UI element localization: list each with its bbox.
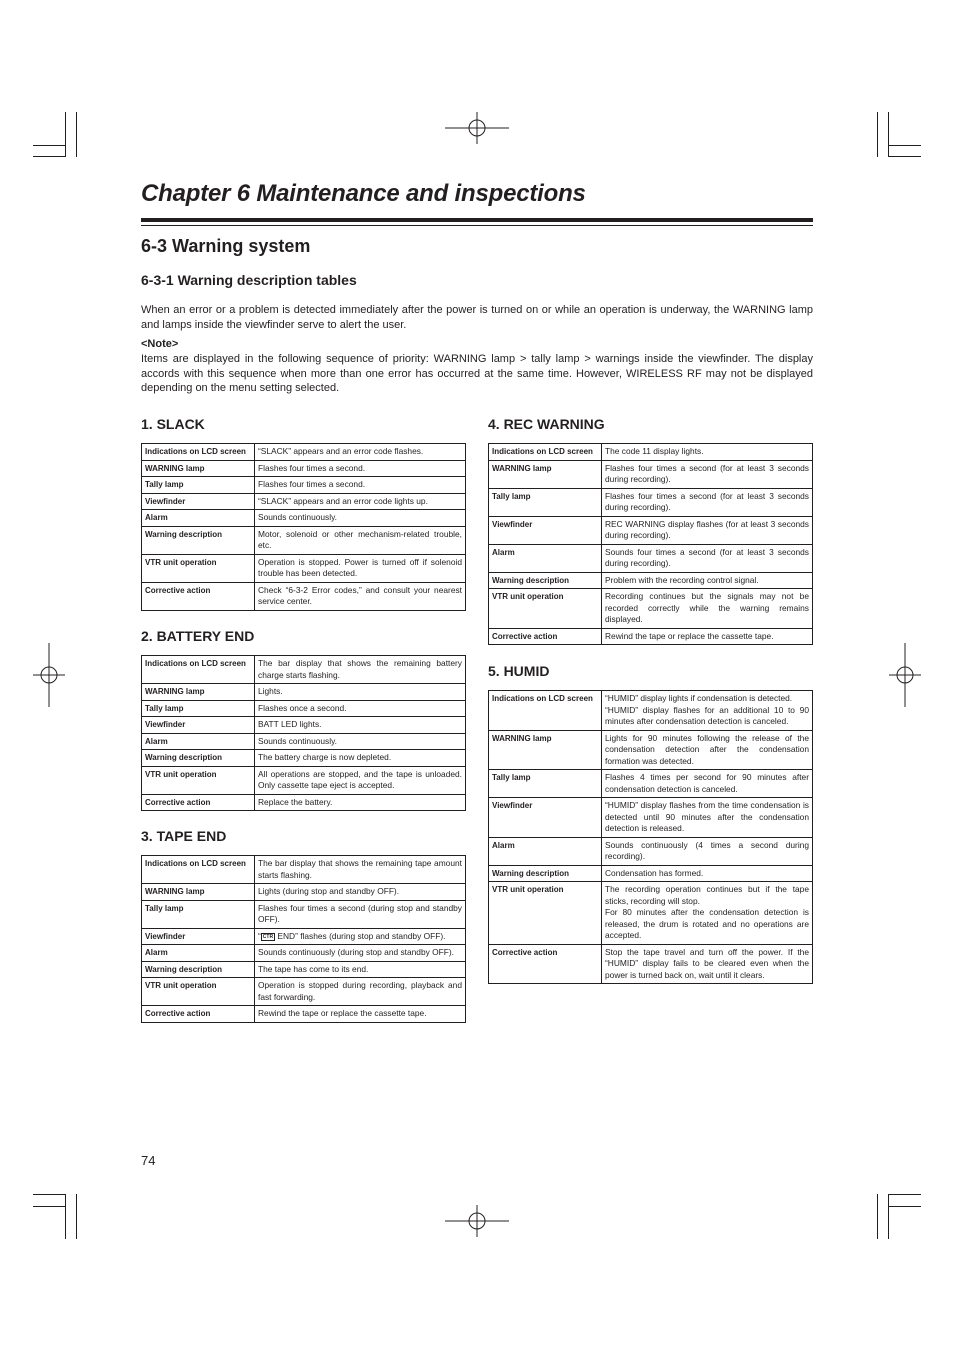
row-value: Flashes four times a second (for at least 3 seconds during recording).	[602, 488, 813, 516]
registration-mark-bottom-icon	[445, 1205, 509, 1237]
table-row	[489, 444, 813, 461]
row-value: Lights for 90 minutes following the release of the condensation detection after the condensation formation was detected.	[602, 730, 813, 770]
table-row	[142, 477, 466, 494]
warning-block-rec-warning	[488, 416, 813, 645]
table-row	[489, 730, 813, 770]
row-value: Motor, solenoid or other mechanism-related trouble, etc.	[255, 526, 466, 554]
row-label: Tally lamp	[489, 488, 602, 516]
row-value: Flashes four times a second (during stop and standby OFF).	[255, 900, 466, 928]
table-row	[142, 961, 466, 978]
row-label: VTR unit operation	[142, 554, 255, 582]
row-label: VTR unit operation	[489, 882, 602, 945]
row-value: Operation is stopped. Power is turned off if solenoid trouble has been detected.	[255, 554, 466, 582]
value-text: END” flashes (during stop and standby OFF).	[275, 930, 446, 941]
warning-block-title: 5. HUMID	[488, 663, 550, 679]
row-value: Replace the battery.	[255, 794, 466, 811]
warning-table	[141, 443, 466, 611]
row-label: Viewfinder	[142, 928, 255, 945]
row-value: Flashes once a second.	[255, 700, 466, 717]
page-number: 74	[141, 1153, 156, 1168]
row-label: WARNING lamp	[142, 460, 255, 477]
table-row	[489, 572, 813, 589]
row-label: WARNING lamp	[489, 730, 602, 770]
crop-mark-bottom-left-h2	[33, 1206, 65, 1207]
chapter-rule-thick	[141, 218, 813, 222]
table-row	[489, 628, 813, 645]
row-value: Check “6-3-2 Error codes,” and consult your nearest service center.	[255, 582, 466, 610]
table-row	[142, 900, 466, 928]
table-row	[142, 928, 466, 945]
row-label: WARNING lamp	[489, 460, 602, 488]
row-value: Lights.	[255, 684, 466, 701]
crop-mark-top-right-v1	[877, 112, 878, 157]
warning-table	[141, 855, 466, 1023]
row-label: Indications on LCD screen	[489, 444, 602, 461]
chapter-rule-thin	[141, 225, 813, 226]
table-row	[142, 700, 466, 717]
row-label: Viewfinder	[142, 717, 255, 734]
table-row	[142, 444, 466, 461]
section-title: 6-3 Warning system	[141, 236, 311, 256]
table-row	[489, 882, 813, 945]
row-label: VTR unit operation	[489, 589, 602, 629]
row-value: The battery charge is now depleted.	[255, 750, 466, 767]
row-label: Warning description	[142, 961, 255, 978]
row-value: Flashes four times a second.	[255, 460, 466, 477]
table-row	[489, 837, 813, 865]
warning-block-title: 1. SLACK	[141, 416, 205, 432]
crop-mark-bottom-left-h	[33, 1194, 65, 1195]
row-label: VTR unit operation	[142, 978, 255, 1006]
row-value: Sounds continuously (during stop and standby OFF).	[255, 945, 466, 962]
row-value: “SLACK” appears and an error code flashes.	[255, 444, 466, 461]
row-value: Rewind the tape or replace the cassette tape.	[255, 1006, 466, 1023]
row-value: Condensation has formed.	[602, 865, 813, 882]
row-label: Viewfinder	[142, 493, 255, 510]
warning-block-slack	[141, 416, 466, 611]
row-value: “HUMID” display flashes from the time condensation is detected until 90 minutes after the condensation detection is released.	[602, 798, 813, 838]
table-row	[489, 589, 813, 629]
row-value	[255, 928, 466, 945]
warning-table	[141, 655, 466, 811]
table-row	[142, 884, 466, 901]
row-value: All operations are stopped, and the tape is unloaded. Only cassette tape eject is accepted.	[255, 766, 466, 794]
row-label: Alarm	[142, 733, 255, 750]
table-row	[489, 944, 813, 984]
table-row	[489, 544, 813, 572]
crop-mark-top-left-h2	[33, 156, 65, 157]
row-value: Flashes four times a second (for at least 3 seconds during recording).	[602, 460, 813, 488]
table-row	[489, 798, 813, 838]
row-label: Indications on LCD screen	[142, 656, 255, 684]
row-value: Sounds continuously (4 times a second during recording).	[602, 837, 813, 865]
table-row	[489, 865, 813, 882]
row-label: Tally lamp	[142, 700, 255, 717]
table-row	[142, 766, 466, 794]
warning-block-humid	[488, 663, 813, 984]
row-label: Corrective action	[489, 628, 602, 645]
row-value: Recording continues but the signals may not be recorded correctly while the warning remains displayed.	[602, 589, 813, 629]
table-row	[489, 770, 813, 798]
table-row	[142, 750, 466, 767]
crop-mark-top-right-h2	[889, 156, 921, 157]
intro-paragraph: When an error or a problem is detected immediately after the power is turned on or while an operation is underway, the WARNING lamp and lamps inside the viewfinder serve to alert the user.	[141, 304, 813, 331]
row-value: Stop the tape travel and turn off the power. If the “HUMID” display fails to be cleared even when the power is turned back on, wait until it clears.	[602, 944, 813, 984]
row-value: Rewind the tape or replace the cassette tape.	[602, 628, 813, 645]
table-row	[489, 460, 813, 488]
table-row	[142, 684, 466, 701]
row-label: Viewfinder	[489, 516, 602, 544]
crop-mark-top-right-h	[889, 145, 921, 146]
warning-block-battery-end	[141, 628, 466, 811]
row-value: Sounds four times a second (for at least 3 seconds during recording).	[602, 544, 813, 572]
crop-mark-bottom-right-h	[889, 1194, 921, 1195]
table-row	[142, 582, 466, 610]
note-label: <Note>	[141, 338, 179, 350]
table-row	[142, 1006, 466, 1023]
warning-block-tape-end	[141, 828, 466, 1023]
table-row	[489, 691, 813, 731]
row-label: Alarm	[142, 510, 255, 527]
table-row	[142, 526, 466, 554]
row-label: WARNING lamp	[142, 684, 255, 701]
table-row	[142, 717, 466, 734]
warning-block-title: 2. BATTERY END	[141, 628, 255, 644]
row-value: The tape has come to its end.	[255, 961, 466, 978]
row-value: The recording operation continues but if the tape sticks, recording will stop. For 80 minutes after the condensation detection is released, the drum is rotated and no operations are accepted.	[602, 882, 813, 945]
warning-block-title: 3. TAPE END	[141, 828, 227, 844]
row-label: Tally lamp	[142, 900, 255, 928]
row-value: The code 11 display lights.	[602, 444, 813, 461]
crop-mark-top-right-v2	[888, 112, 889, 157]
row-label: Alarm	[489, 544, 602, 572]
table-row	[142, 978, 466, 1006]
registration-mark-top-icon	[445, 112, 509, 144]
counter-icon: CTR	[262, 933, 274, 940]
table-row	[142, 656, 466, 684]
warning-table	[488, 443, 813, 645]
row-value: Lights (during stop and standby OFF).	[255, 884, 466, 901]
crop-mark-bottom-right-h2	[889, 1206, 921, 1207]
table-row	[142, 460, 466, 477]
warning-block-title: 4. REC WARNING	[488, 416, 605, 432]
crop-mark-top-left-v1	[65, 112, 66, 157]
crop-mark-top-left-v2	[76, 112, 77, 157]
crop-mark-bottom-right-v2	[888, 1194, 889, 1239]
registration-mark-right-icon	[889, 643, 921, 707]
value-prefix: “	[258, 930, 261, 941]
row-label: Warning description	[142, 750, 255, 767]
table-row	[489, 488, 813, 516]
row-value: BATT LED lights.	[255, 717, 466, 734]
row-label: Tally lamp	[489, 770, 602, 798]
warning-table	[488, 690, 813, 984]
row-label: Warning description	[489, 865, 602, 882]
row-label: Alarm	[142, 945, 255, 962]
row-label: Tally lamp	[142, 477, 255, 494]
row-label: Warning description	[489, 572, 602, 589]
row-label: Indications on LCD screen	[142, 856, 255, 884]
row-label: Corrective action	[142, 1006, 255, 1023]
table-row	[142, 733, 466, 750]
table-row	[142, 510, 466, 527]
row-label: WARNING lamp	[142, 884, 255, 901]
table-row	[142, 945, 466, 962]
row-value: The bar display that shows the remaining battery charge starts flashing.	[255, 656, 466, 684]
chapter-title: Chapter 6 Maintenance and inspections	[141, 180, 586, 207]
row-value: Flashes four times a second.	[255, 477, 466, 494]
row-value: Sounds continuously.	[255, 510, 466, 527]
row-label: Corrective action	[489, 944, 602, 984]
registration-mark-left-icon	[33, 643, 65, 707]
crop-mark-bottom-right-v1	[877, 1194, 878, 1239]
row-label: Indications on LCD screen	[142, 444, 255, 461]
table-row	[142, 856, 466, 884]
row-value: Sounds continuously.	[255, 733, 466, 750]
row-value: “SLACK” appears and an error code lights up.	[255, 493, 466, 510]
row-label: Warning description	[142, 526, 255, 554]
row-value: Flashes 4 times per second for 90 minutes after condensation detection is canceled.	[602, 770, 813, 798]
row-label: Alarm	[489, 837, 602, 865]
row-value: Operation is stopped during recording, playback and fast forwarding.	[255, 978, 466, 1006]
row-value: The bar display that shows the remaining tape amount starts flashing.	[255, 856, 466, 884]
row-label: VTR unit operation	[142, 766, 255, 794]
row-label: Corrective action	[142, 582, 255, 610]
row-value: Problem with the recording control signal.	[602, 572, 813, 589]
subsection-title: 6-3-1 Warning description tables	[141, 272, 357, 288]
note-text: Items are displayed in the following sequence of priority: WARNING lamp > tally lamp > warnings inside the viewfinder. The display accords with this sequence when more than one error has occurred at the same time. However, WIRELESS RF may not be displayed depending on the menu setting selected.	[141, 353, 813, 394]
table-row	[489, 516, 813, 544]
table-row	[142, 794, 466, 811]
crop-mark-bottom-left-v2	[76, 1194, 77, 1239]
row-value: “HUMID” display lights if condensation is detected. “HUMID” display flashes for an additional 10 to 90 minutes after condensation detection is canceled.	[602, 691, 813, 731]
table-row	[142, 493, 466, 510]
crop-mark-bottom-left-v1	[65, 1194, 66, 1239]
row-label: Viewfinder	[489, 798, 602, 838]
table-row	[142, 554, 466, 582]
crop-mark-top-left-h	[33, 145, 65, 146]
row-label: Corrective action	[142, 794, 255, 811]
row-label: Indications on LCD screen	[489, 691, 602, 731]
row-value: REC WARNING display flashes (for at least 3 seconds during recording).	[602, 516, 813, 544]
